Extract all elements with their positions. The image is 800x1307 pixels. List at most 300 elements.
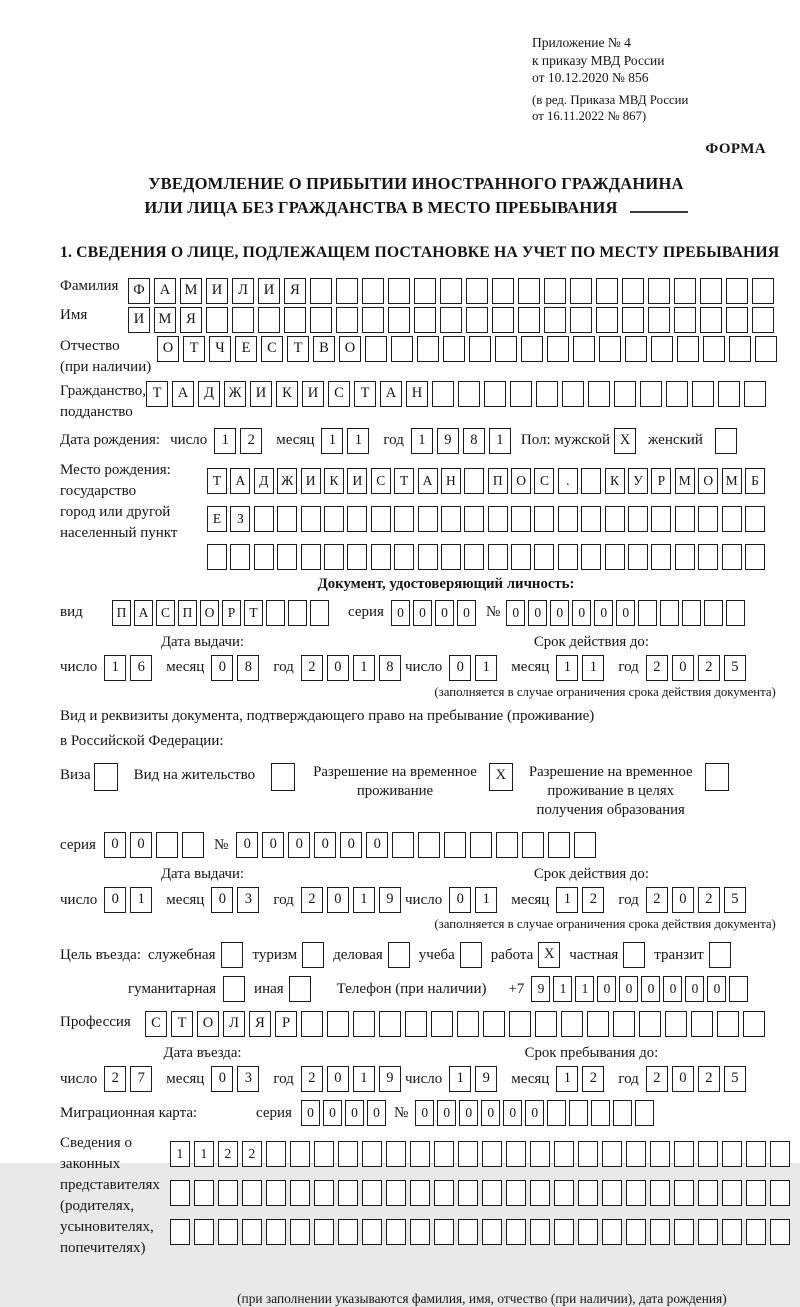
char-cell[interactable]: [666, 381, 688, 407]
char-cell[interactable]: [746, 1219, 766, 1245]
char-cell[interactable]: [441, 506, 461, 532]
char-cell[interactable]: [242, 1180, 262, 1206]
char-cell[interactable]: 2: [698, 655, 720, 681]
char-cell[interactable]: [569, 1100, 588, 1126]
char-cell[interactable]: [324, 506, 344, 532]
char-cell[interactable]: [388, 307, 410, 333]
char-cell[interactable]: [746, 1180, 766, 1206]
char-cell[interactable]: [511, 544, 531, 570]
char-cell[interactable]: 0: [323, 1100, 342, 1126]
char-cell[interactable]: [635, 1100, 654, 1126]
char-cell[interactable]: 1: [475, 655, 497, 681]
char-cell[interactable]: [675, 544, 695, 570]
char-cell[interactable]: 0: [367, 1100, 386, 1126]
char-cell[interactable]: 0: [449, 655, 471, 681]
char-cell[interactable]: [705, 763, 729, 791]
char-cell[interactable]: [729, 336, 751, 362]
char-cell[interactable]: [289, 976, 311, 1002]
char-cell[interactable]: А: [154, 278, 176, 304]
char-cell[interactable]: [221, 942, 243, 968]
char-cell[interactable]: [651, 336, 673, 362]
char-cell[interactable]: 9: [437, 428, 459, 454]
char-cell[interactable]: 0: [641, 976, 660, 1002]
char-cell[interactable]: [484, 381, 506, 407]
char-cell[interactable]: [573, 336, 595, 362]
char-cell[interactable]: [562, 381, 584, 407]
char-cell[interactable]: [547, 1100, 566, 1126]
char-cell[interactable]: [700, 278, 722, 304]
char-cell[interactable]: [170, 1180, 190, 1206]
char-cell[interactable]: Т: [394, 468, 414, 494]
char-cell[interactable]: [622, 307, 644, 333]
char-cell[interactable]: [578, 1219, 598, 1245]
char-cell[interactable]: [431, 1011, 453, 1037]
char-cell[interactable]: 0: [594, 600, 613, 626]
char-cell[interactable]: [506, 1141, 526, 1167]
char-cell[interactable]: [170, 1219, 190, 1245]
char-cell[interactable]: [554, 1141, 574, 1167]
char-cell[interactable]: Я: [284, 278, 306, 304]
char-cell[interactable]: 0: [435, 600, 454, 626]
char-cell[interactable]: [548, 832, 570, 858]
char-cell[interactable]: [650, 1180, 670, 1206]
char-cell[interactable]: [746, 1141, 766, 1167]
char-cell[interactable]: [301, 1011, 323, 1037]
char-cell[interactable]: [544, 278, 566, 304]
char-cell[interactable]: [698, 544, 718, 570]
char-cell[interactable]: [534, 506, 554, 532]
char-cell[interactable]: 0: [340, 832, 362, 858]
char-cell[interactable]: 1: [411, 428, 433, 454]
char-cell[interactable]: [574, 832, 596, 858]
char-cell[interactable]: [544, 307, 566, 333]
char-cell[interactable]: К: [324, 468, 344, 494]
char-cell[interactable]: [628, 544, 648, 570]
char-cell[interactable]: [254, 506, 274, 532]
char-cell[interactable]: Р: [222, 600, 241, 626]
char-cell[interactable]: [464, 506, 484, 532]
char-cell[interactable]: [338, 1180, 358, 1206]
char-cell[interactable]: [440, 307, 462, 333]
char-cell[interactable]: [460, 942, 482, 968]
char-cell[interactable]: 9: [379, 1066, 401, 1092]
char-cell[interactable]: [506, 1180, 526, 1206]
char-cell[interactable]: [674, 1141, 694, 1167]
char-cell[interactable]: [338, 1141, 358, 1167]
char-cell[interactable]: [417, 336, 439, 362]
char-cell[interactable]: 2: [301, 655, 323, 681]
char-cell[interactable]: [623, 942, 645, 968]
char-cell[interactable]: 0: [211, 655, 233, 681]
char-cell[interactable]: 5: [724, 655, 746, 681]
char-cell[interactable]: [602, 1219, 622, 1245]
char-cell[interactable]: [488, 544, 508, 570]
char-cell[interactable]: [506, 1219, 526, 1245]
char-cell[interactable]: [458, 1141, 478, 1167]
char-cell[interactable]: Д: [254, 468, 274, 494]
char-cell[interactable]: [722, 1141, 742, 1167]
char-cell[interactable]: Т: [146, 381, 168, 407]
char-cell[interactable]: [218, 1219, 238, 1245]
char-cell[interactable]: [469, 336, 491, 362]
char-cell[interactable]: 0: [619, 976, 638, 1002]
char-cell[interactable]: [510, 381, 532, 407]
char-cell[interactable]: 0: [525, 1100, 544, 1126]
char-cell[interactable]: [591, 1100, 610, 1126]
char-cell[interactable]: [440, 278, 462, 304]
char-cell[interactable]: [386, 1180, 406, 1206]
char-cell[interactable]: [674, 278, 696, 304]
char-cell[interactable]: 9: [379, 887, 401, 913]
char-cell[interactable]: 0: [672, 887, 694, 913]
char-cell[interactable]: Ж: [224, 381, 246, 407]
char-cell[interactable]: [651, 506, 671, 532]
char-cell[interactable]: [722, 544, 742, 570]
char-cell[interactable]: [301, 506, 321, 532]
char-cell[interactable]: [726, 307, 748, 333]
char-cell[interactable]: [698, 1180, 718, 1206]
char-cell[interactable]: 0: [104, 887, 126, 913]
char-cell[interactable]: [755, 336, 777, 362]
char-cell[interactable]: .: [558, 468, 578, 494]
char-cell[interactable]: [605, 544, 625, 570]
char-cell[interactable]: 1: [353, 655, 375, 681]
char-cell[interactable]: [464, 544, 484, 570]
char-cell[interactable]: [726, 278, 748, 304]
char-cell[interactable]: 1: [575, 976, 594, 1002]
char-cell[interactable]: [691, 1011, 713, 1037]
char-cell[interactable]: [638, 600, 657, 626]
char-cell[interactable]: Ж: [277, 468, 297, 494]
char-cell[interactable]: [752, 278, 774, 304]
char-cell[interactable]: [588, 381, 610, 407]
char-cell[interactable]: 3: [237, 1066, 259, 1092]
char-cell[interactable]: 0: [449, 887, 471, 913]
char-cell[interactable]: [596, 307, 618, 333]
char-cell[interactable]: [414, 307, 436, 333]
char-cell[interactable]: 0: [457, 600, 476, 626]
char-cell[interactable]: О: [339, 336, 361, 362]
char-cell[interactable]: 0: [616, 600, 635, 626]
char-cell[interactable]: [314, 1180, 334, 1206]
char-cell[interactable]: [530, 1219, 550, 1245]
char-cell[interactable]: [534, 544, 554, 570]
char-cell[interactable]: [692, 381, 714, 407]
char-cell[interactable]: [581, 468, 601, 494]
char-cell[interactable]: [674, 1180, 694, 1206]
char-cell[interactable]: 1: [556, 887, 578, 913]
char-cell[interactable]: [223, 976, 245, 1002]
char-cell[interactable]: [581, 544, 601, 570]
char-cell[interactable]: 0: [345, 1100, 364, 1126]
char-cell[interactable]: 2: [698, 887, 720, 913]
char-cell[interactable]: 2: [240, 428, 262, 454]
char-cell[interactable]: [613, 1100, 632, 1126]
char-cell[interactable]: [194, 1180, 214, 1206]
char-cell[interactable]: [284, 307, 306, 333]
char-cell[interactable]: [410, 1141, 430, 1167]
char-cell[interactable]: [496, 832, 518, 858]
char-cell[interactable]: [605, 506, 625, 532]
char-cell[interactable]: [770, 1141, 790, 1167]
char-cell[interactable]: 1: [347, 428, 369, 454]
char-cell[interactable]: [386, 1219, 406, 1245]
char-cell[interactable]: Р: [275, 1011, 297, 1037]
char-cell[interactable]: [483, 1011, 505, 1037]
char-cell[interactable]: [495, 336, 517, 362]
char-cell[interactable]: [302, 942, 324, 968]
char-cell[interactable]: [266, 600, 285, 626]
char-cell[interactable]: 0: [415, 1100, 434, 1126]
char-cell[interactable]: [457, 1011, 479, 1037]
char-cell[interactable]: [441, 544, 461, 570]
char-cell[interactable]: [518, 278, 540, 304]
char-cell[interactable]: [704, 600, 723, 626]
char-cell[interactable]: [379, 1011, 401, 1037]
char-cell[interactable]: [626, 1141, 646, 1167]
char-cell[interactable]: [535, 1011, 557, 1037]
char-cell[interactable]: [752, 307, 774, 333]
char-cell[interactable]: 0: [672, 1066, 694, 1092]
char-cell[interactable]: [94, 763, 118, 791]
char-cell[interactable]: [665, 1011, 687, 1037]
char-cell[interactable]: 1: [170, 1141, 190, 1167]
char-cell[interactable]: [482, 1180, 502, 1206]
char-cell[interactable]: [726, 600, 745, 626]
char-cell[interactable]: [521, 336, 543, 362]
char-cell[interactable]: 1: [194, 1141, 214, 1167]
char-cell[interactable]: [518, 307, 540, 333]
char-cell[interactable]: [271, 763, 295, 791]
char-cell[interactable]: [418, 832, 440, 858]
char-cell[interactable]: [613, 1011, 635, 1037]
char-cell[interactable]: [388, 942, 410, 968]
char-cell[interactable]: А: [380, 381, 402, 407]
char-cell[interactable]: [290, 1141, 310, 1167]
char-cell[interactable]: Е: [207, 506, 227, 532]
char-cell[interactable]: 1: [449, 1066, 471, 1092]
char-cell[interactable]: [509, 1011, 531, 1037]
char-cell[interactable]: Ч: [209, 336, 231, 362]
char-cell[interactable]: О: [197, 1011, 219, 1037]
char-cell[interactable]: 2: [301, 887, 323, 913]
char-cell[interactable]: П: [112, 600, 131, 626]
char-cell[interactable]: [314, 1219, 334, 1245]
char-cell[interactable]: Т: [354, 381, 376, 407]
char-cell[interactable]: С: [534, 468, 554, 494]
char-cell[interactable]: 1: [214, 428, 236, 454]
char-cell[interactable]: [581, 506, 601, 532]
char-cell[interactable]: В: [313, 336, 335, 362]
char-cell[interactable]: 0: [314, 832, 336, 858]
char-cell[interactable]: 2: [646, 655, 668, 681]
char-cell[interactable]: [547, 336, 569, 362]
char-cell[interactable]: [388, 278, 410, 304]
char-cell[interactable]: 2: [301, 1066, 323, 1092]
char-cell[interactable]: [640, 381, 662, 407]
char-cell[interactable]: М: [154, 307, 176, 333]
char-cell[interactable]: 9: [531, 976, 550, 1002]
char-cell[interactable]: [362, 278, 384, 304]
char-cell[interactable]: [458, 1219, 478, 1245]
char-cell[interactable]: 0: [104, 832, 126, 858]
char-cell[interactable]: 0: [211, 1066, 233, 1092]
char-cell[interactable]: [770, 1180, 790, 1206]
char-cell[interactable]: 7: [130, 1066, 152, 1092]
char-cell[interactable]: 0: [685, 976, 704, 1002]
char-cell[interactable]: [561, 1011, 583, 1037]
char-cell[interactable]: [232, 307, 254, 333]
char-cell[interactable]: [648, 278, 670, 304]
char-cell[interactable]: [488, 506, 508, 532]
char-cell[interactable]: 1: [553, 976, 572, 1002]
char-cell[interactable]: [458, 1180, 478, 1206]
char-cell[interactable]: 0: [327, 887, 349, 913]
char-cell[interactable]: 0: [288, 832, 310, 858]
char-cell[interactable]: [715, 428, 737, 454]
char-cell[interactable]: 5: [724, 887, 746, 913]
char-cell[interactable]: Т: [183, 336, 205, 362]
char-cell[interactable]: [614, 381, 636, 407]
char-cell[interactable]: 1: [353, 1066, 375, 1092]
char-cell[interactable]: Е: [235, 336, 257, 362]
char-cell[interactable]: 0: [672, 655, 694, 681]
char-cell[interactable]: [392, 832, 414, 858]
char-cell[interactable]: Я: [180, 307, 202, 333]
char-cell[interactable]: [558, 544, 578, 570]
char-cell[interactable]: [347, 544, 367, 570]
char-cell[interactable]: [745, 506, 765, 532]
char-cell[interactable]: [301, 544, 321, 570]
char-cell[interactable]: [470, 832, 492, 858]
char-cell[interactable]: П: [488, 468, 508, 494]
char-cell[interactable]: [587, 1011, 609, 1037]
char-cell[interactable]: [677, 336, 699, 362]
char-cell[interactable]: 0: [301, 1100, 320, 1126]
char-cell[interactable]: 0: [437, 1100, 456, 1126]
char-cell[interactable]: [434, 1219, 454, 1245]
char-cell[interactable]: И: [302, 381, 324, 407]
char-cell[interactable]: [700, 307, 722, 333]
char-cell[interactable]: [182, 832, 204, 858]
char-cell[interactable]: [266, 1180, 286, 1206]
char-cell[interactable]: [266, 1219, 286, 1245]
char-cell[interactable]: 2: [646, 887, 668, 913]
char-cell[interactable]: 2: [646, 1066, 668, 1092]
char-cell[interactable]: [602, 1141, 622, 1167]
char-cell[interactable]: [482, 1141, 502, 1167]
char-cell[interactable]: [444, 832, 466, 858]
char-cell[interactable]: [194, 1219, 214, 1245]
char-cell[interactable]: Д: [198, 381, 220, 407]
char-cell[interactable]: [558, 506, 578, 532]
char-cell[interactable]: И: [206, 278, 228, 304]
char-cell[interactable]: [434, 1180, 454, 1206]
char-cell[interactable]: [698, 506, 718, 532]
char-cell[interactable]: [744, 381, 766, 407]
char-cell[interactable]: [554, 1219, 574, 1245]
char-cell[interactable]: 0: [366, 832, 388, 858]
char-cell[interactable]: [338, 1219, 358, 1245]
char-cell[interactable]: [254, 544, 274, 570]
char-cell[interactable]: [290, 1180, 310, 1206]
char-cell[interactable]: [156, 832, 178, 858]
char-cell[interactable]: 1: [321, 428, 343, 454]
char-cell[interactable]: 0: [597, 976, 616, 1002]
char-cell[interactable]: 1: [104, 655, 126, 681]
char-cell[interactable]: [434, 1141, 454, 1167]
char-cell[interactable]: 0: [707, 976, 726, 1002]
char-cell[interactable]: [362, 1180, 382, 1206]
char-cell[interactable]: [570, 307, 592, 333]
char-cell[interactable]: 0: [459, 1100, 478, 1126]
char-cell[interactable]: [362, 1141, 382, 1167]
char-cell[interactable]: К: [605, 468, 625, 494]
char-cell[interactable]: [625, 336, 647, 362]
char-cell[interactable]: 6: [130, 655, 152, 681]
char-cell[interactable]: 0: [130, 832, 152, 858]
char-cell[interactable]: П: [178, 600, 197, 626]
char-cell[interactable]: 0: [481, 1100, 500, 1126]
char-cell[interactable]: З: [230, 506, 250, 532]
char-cell[interactable]: 0: [528, 600, 547, 626]
char-cell[interactable]: [207, 544, 227, 570]
char-cell[interactable]: [722, 1219, 742, 1245]
char-cell[interactable]: А: [418, 468, 438, 494]
char-cell[interactable]: [536, 381, 558, 407]
char-cell[interactable]: X: [538, 942, 560, 968]
char-cell[interactable]: 8: [237, 655, 259, 681]
char-cell[interactable]: М: [722, 468, 742, 494]
char-cell[interactable]: Я: [249, 1011, 271, 1037]
char-cell[interactable]: 0: [211, 887, 233, 913]
char-cell[interactable]: 0: [262, 832, 284, 858]
char-cell[interactable]: [770, 1219, 790, 1245]
char-cell[interactable]: Б: [745, 468, 765, 494]
char-cell[interactable]: [466, 278, 488, 304]
char-cell[interactable]: 0: [572, 600, 591, 626]
char-cell[interactable]: 2: [582, 1066, 604, 1092]
char-cell[interactable]: 0: [327, 655, 349, 681]
char-cell[interactable]: [522, 832, 544, 858]
char-cell[interactable]: [717, 1011, 739, 1037]
char-cell[interactable]: Т: [287, 336, 309, 362]
char-cell[interactable]: О: [200, 600, 219, 626]
char-cell[interactable]: [410, 1180, 430, 1206]
char-cell[interactable]: 2: [104, 1066, 126, 1092]
char-cell[interactable]: [288, 600, 307, 626]
char-cell[interactable]: [242, 1219, 262, 1245]
char-cell[interactable]: [698, 1219, 718, 1245]
char-cell[interactable]: 0: [236, 832, 258, 858]
char-cell[interactable]: [410, 1219, 430, 1245]
char-cell[interactable]: [458, 381, 480, 407]
char-cell[interactable]: [675, 506, 695, 532]
char-cell[interactable]: [353, 1011, 375, 1037]
char-cell[interactable]: О: [511, 468, 531, 494]
char-cell[interactable]: 2: [242, 1141, 262, 1167]
char-cell[interactable]: [371, 544, 391, 570]
char-cell[interactable]: Р: [651, 468, 671, 494]
char-cell[interactable]: [405, 1011, 427, 1037]
char-cell[interactable]: О: [698, 468, 718, 494]
char-cell[interactable]: [722, 1180, 742, 1206]
char-cell[interactable]: 1: [582, 655, 604, 681]
char-cell[interactable]: 1: [489, 428, 511, 454]
char-cell[interactable]: [466, 307, 488, 333]
char-cell[interactable]: Ф: [128, 278, 150, 304]
char-cell[interactable]: А: [172, 381, 194, 407]
